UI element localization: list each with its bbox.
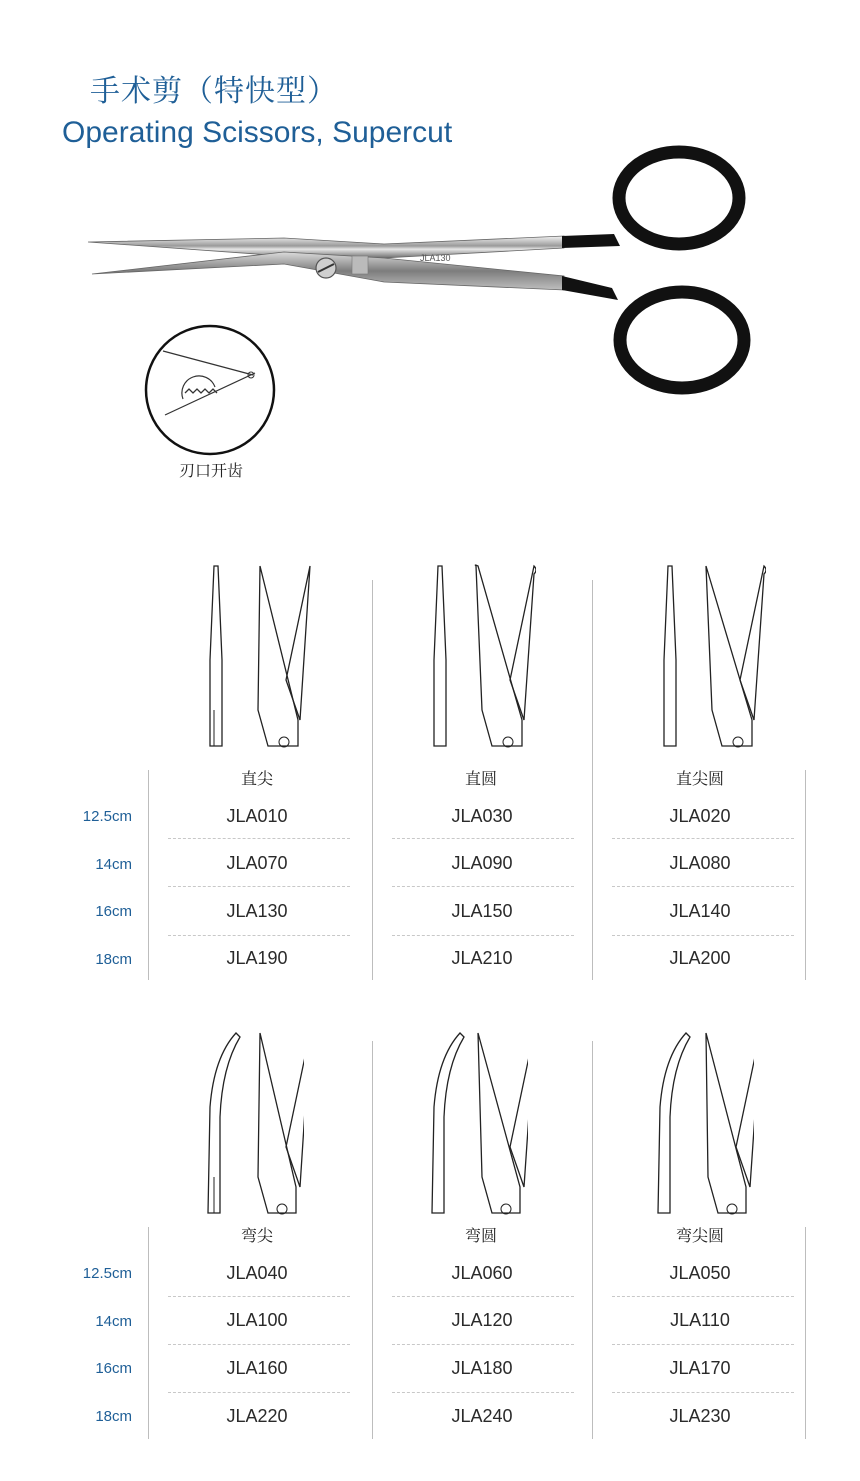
product-code: JLA140 <box>669 901 731 921</box>
size-label: 12.5cm <box>82 1265 132 1282</box>
product-code: JLA160 <box>226 1358 288 1378</box>
product-code: JLA180 <box>451 1358 513 1378</box>
product-code: JLA170 <box>669 1358 731 1378</box>
detail-caption: 刃口开齿 <box>178 461 243 480</box>
product-code: JLA060 <box>451 1263 513 1283</box>
product-code: JLA210 <box>451 948 513 968</box>
curved-blunt-tip-drawing <box>418 1027 528 1217</box>
serrated-edge-detail-icon <box>143 323 277 457</box>
size-label: 18cm <box>95 951 132 968</box>
product-code: JLA130 <box>226 901 288 921</box>
straight-sharp-blunt-tip-drawing <box>656 560 766 750</box>
product-code: JLA010 <box>226 806 288 826</box>
product-code: JLA050 <box>669 1263 731 1283</box>
curved-sharp-tip-drawing <box>194 1027 304 1217</box>
product-code: JLA150 <box>451 901 513 921</box>
product-code: JLA100 <box>226 1310 288 1330</box>
product-code: JLA030 <box>451 806 513 826</box>
size-label: 14cm <box>95 856 132 873</box>
product-code: JLA070 <box>226 853 288 873</box>
size-label: 14cm <box>95 1313 132 1330</box>
column-header: 直尖圆 <box>675 769 724 788</box>
size-label: 18cm <box>95 1408 132 1425</box>
engraving-text: JLA130 <box>420 253 451 263</box>
straight-sharp-tip-drawing <box>202 560 312 750</box>
product-code: JLA230 <box>669 1406 731 1426</box>
column-header: 弯尖圆 <box>675 1226 724 1245</box>
title-english: Operating Scissors, Supercut <box>62 116 453 149</box>
size-label: 16cm <box>95 903 132 920</box>
column-header: 弯尖 <box>240 1226 273 1245</box>
product-code: JLA020 <box>669 806 731 826</box>
product-code: JLA200 <box>669 948 731 968</box>
title-chinese: 手术剪（特快型） <box>90 74 338 109</box>
product-code: JLA040 <box>226 1263 288 1283</box>
product-code: JLA090 <box>451 853 513 873</box>
product-code: JLA110 <box>670 1310 730 1330</box>
product-code: JLA220 <box>226 1406 288 1426</box>
column-header: 直尖 <box>240 769 273 788</box>
product-code: JLA080 <box>669 853 731 873</box>
product-code: JLA240 <box>451 1406 513 1426</box>
column-header: 直圆 <box>464 769 497 788</box>
straight-blunt-tip-drawing <box>426 560 536 750</box>
size-label: 16cm <box>95 1360 132 1377</box>
column-header: 弯圆 <box>464 1226 497 1245</box>
size-label: 12.5cm <box>82 808 132 825</box>
product-code: JLA120 <box>451 1310 513 1330</box>
product-code: JLA190 <box>226 948 288 968</box>
curved-sharp-blunt-tip-drawing <box>644 1027 754 1217</box>
